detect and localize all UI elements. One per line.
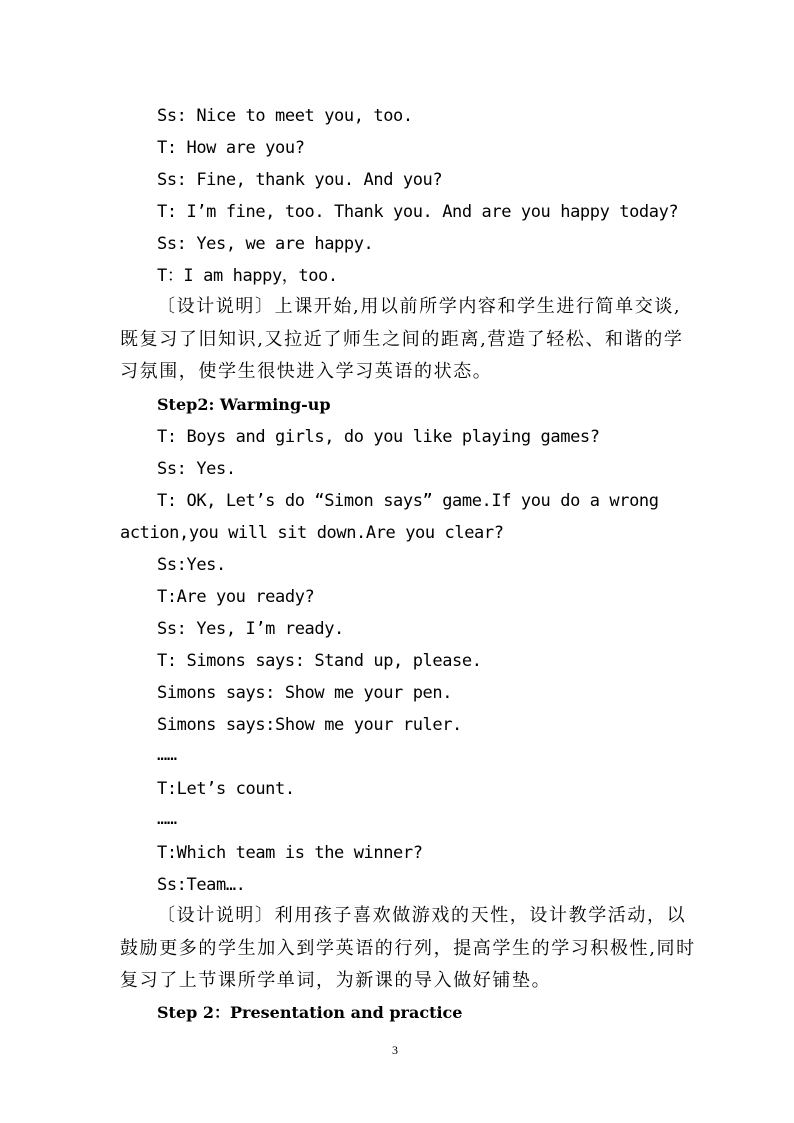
dialogue-line-18: T:Which team is the winner?: [157, 843, 423, 863]
dialogue-line-12: T:Are you ready?: [157, 587, 315, 607]
dialogue-line-9: T: OK, Let’s do “Simon says” game.If you do a wrong: [157, 491, 659, 511]
dialogue-line-16: Simons says:Show me your ruler.: [157, 715, 462, 735]
dialogue-line-14: T: Simons says: Stand up, please.: [157, 651, 482, 671]
dialogue-line-15: Simons says: Show me your pen.: [157, 683, 453, 703]
dialogue-line-17: T:Let’s count.: [157, 779, 295, 799]
design-note-2-line-3: 复习了上节课所学单词，为新课的导入做好铺垫。: [120, 970, 552, 991]
design-note-2-line-2: 鼓励更多的学生加入到学英语的行列，提高学生的学习积极性,同时: [120, 938, 696, 959]
dialogue-line-3: Ss: Fine, thank you. And you?: [157, 170, 443, 190]
dialogue-line-10: action,you will sit down.Are you clear?: [120, 523, 504, 543]
page-number: 3: [392, 1043, 398, 1057]
dialogue-line-19: Ss:Team….: [157, 875, 246, 895]
dialogue-line-7: T: Boys and girls, do you like playing games?: [157, 427, 600, 447]
dialogue-line-1: Ss: Nice to meet you, too.: [157, 106, 413, 126]
section-heading-warming-up: Step2: Warming-up: [157, 395, 331, 414]
ellipsis-1: ……: [157, 745, 177, 765]
dialogue-line-2: T: How are you?: [157, 138, 305, 158]
section-heading-presentation: Step 2：Presentation and practice: [157, 1003, 463, 1022]
dialogue-line-5: Ss: Yes, we are happy.: [157, 234, 374, 254]
dialogue-line-11: Ss:Yes.: [157, 555, 226, 575]
design-note-1-line-3: 习氛围，使学生很快进入学习英语的状态。: [120, 361, 493, 382]
ellipsis-2: ……: [157, 809, 177, 829]
dialogue-line-6: T：I am happy，too.: [157, 266, 338, 286]
design-note-1-line-2: 既复习了旧知识,又拉近了师生之间的距离,营造了轻松、和谐的学: [120, 329, 684, 350]
dialogue-line-13: Ss: Yes, I’m ready.: [157, 619, 344, 639]
design-note-1-line-1: 〔设计说明〕上课开始,用以前所学内容和学生进行简单交谈,: [157, 296, 682, 317]
dialogue-line-4: T: I’m fine, too. Thank you. And are you happy today?: [157, 202, 679, 222]
design-note-2-line-1: 〔设计说明〕利用孩子喜欢做游戏的天性，设计教学活动，以: [157, 905, 687, 926]
dialogue-line-8: Ss: Yes.: [157, 459, 236, 479]
